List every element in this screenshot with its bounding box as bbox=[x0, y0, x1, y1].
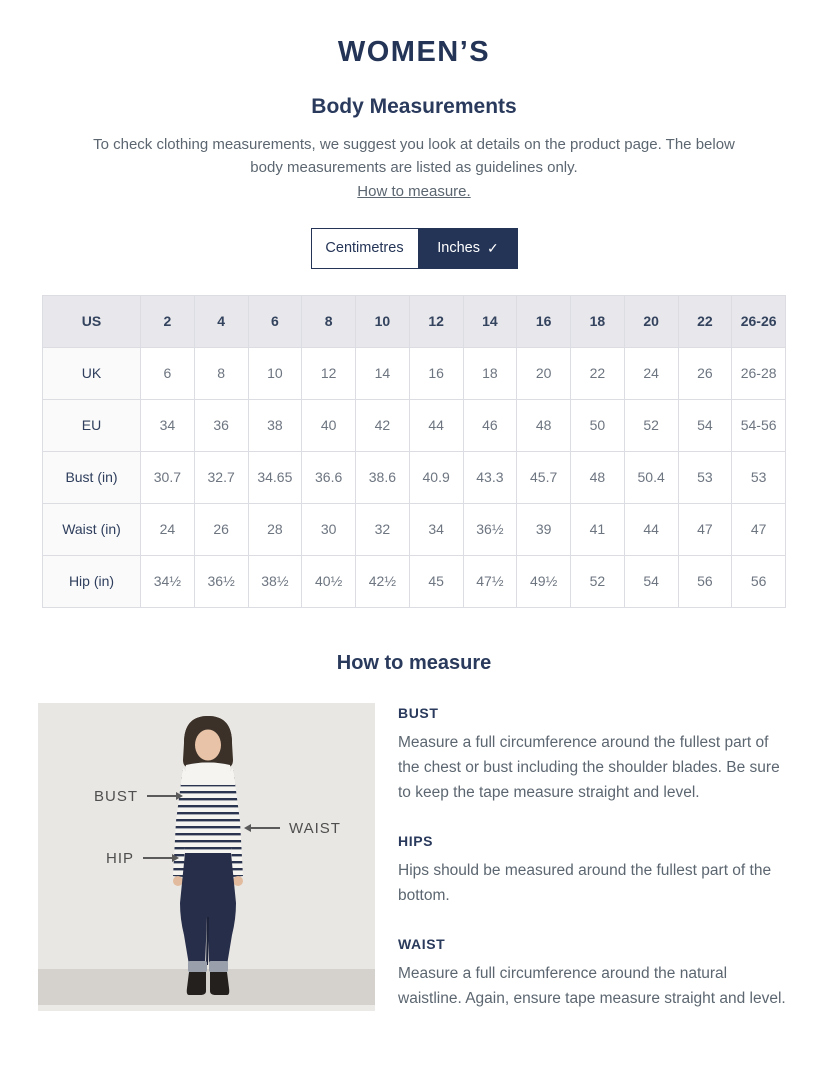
inches-button-label: Inches bbox=[437, 240, 480, 256]
size-cell: 56 bbox=[678, 555, 732, 607]
size-cell: 50.4 bbox=[624, 451, 678, 503]
size-cell: 54 bbox=[678, 399, 732, 451]
row-label: Hip (in) bbox=[43, 555, 141, 607]
size-cell: 28 bbox=[248, 503, 302, 555]
size-cell: 47½ bbox=[463, 555, 517, 607]
size-cell: 6 bbox=[248, 295, 302, 347]
size-cell: 56 bbox=[732, 555, 786, 607]
size-cell: 42 bbox=[356, 399, 410, 451]
size-cell: 20 bbox=[517, 347, 571, 399]
size-cell: 41 bbox=[571, 503, 625, 555]
size-cell: 38 bbox=[248, 399, 302, 451]
size-cell: 8 bbox=[194, 347, 248, 399]
size-cell: 40.9 bbox=[409, 451, 463, 503]
centimetres-button-label: Centimetres bbox=[325, 240, 404, 256]
table-row bbox=[43, 347, 786, 399]
row-label: Waist (in) bbox=[43, 503, 141, 555]
figure-waist-label-text: WAIST bbox=[289, 819, 341, 837]
size-cell: 36½ bbox=[463, 503, 517, 555]
size-cell: 52 bbox=[571, 555, 625, 607]
waist-section-text: Measure a full circumference around the natural waistline. Again, ensure tape measure straight and level. bbox=[398, 965, 786, 1008]
size-cell: 49½ bbox=[517, 555, 571, 607]
size-cell: 22 bbox=[571, 347, 625, 399]
figure-waist-label bbox=[250, 820, 341, 837]
size-cell: 8 bbox=[302, 295, 356, 347]
arrow-right-icon bbox=[143, 857, 173, 859]
size-cell: 53 bbox=[678, 451, 732, 503]
size-cell: 34 bbox=[141, 399, 195, 451]
size-cell: 26-26 bbox=[732, 295, 786, 347]
row-label: EU bbox=[43, 399, 141, 451]
size-cell: 39 bbox=[517, 503, 571, 555]
measurement-model-figure bbox=[38, 703, 375, 1011]
size-cell: 44 bbox=[624, 503, 678, 555]
size-cell: 40 bbox=[302, 399, 356, 451]
page-subtitle: Body Measurements bbox=[311, 95, 517, 118]
size-cell: 34.65 bbox=[248, 451, 302, 503]
figure-bust-label-text: BUST bbox=[94, 787, 139, 805]
size-cell: 14 bbox=[356, 347, 410, 399]
how-to-measure-link[interactable]: How to measure. bbox=[357, 182, 471, 200]
size-cell: 18 bbox=[571, 295, 625, 347]
size-cell: 30 bbox=[302, 503, 356, 555]
arrow-right-icon bbox=[147, 795, 177, 797]
size-cell: 26 bbox=[194, 503, 248, 555]
size-cell: 36.6 bbox=[302, 451, 356, 503]
size-cell: 10 bbox=[356, 295, 410, 347]
size-cell: 48 bbox=[571, 451, 625, 503]
hips-section-text: Hips should be measured around the fullest part of the bottom. bbox=[398, 861, 772, 904]
size-cell: 32 bbox=[356, 503, 410, 555]
bust-section bbox=[398, 705, 790, 805]
size-cell: 18 bbox=[463, 347, 517, 399]
size-cell: 45 bbox=[409, 555, 463, 607]
size-cell: 36 bbox=[194, 399, 248, 451]
row-label: US bbox=[43, 295, 141, 347]
size-cell: 30.7 bbox=[141, 451, 195, 503]
size-cell: 10 bbox=[248, 347, 302, 399]
waist-section-heading: WAIST bbox=[398, 936, 446, 953]
size-cell: 42½ bbox=[356, 555, 410, 607]
size-cell: 16 bbox=[409, 347, 463, 399]
size-cell: 47 bbox=[732, 503, 786, 555]
size-cell: 54 bbox=[624, 555, 678, 607]
figure-hip-label-text: HIP bbox=[106, 849, 135, 867]
size-cell: 22 bbox=[678, 295, 732, 347]
page-title: WOMEN’S bbox=[337, 36, 491, 68]
bust-section-heading: BUST bbox=[398, 704, 439, 721]
unit-toggle bbox=[0, 228, 828, 269]
size-cell: 43.3 bbox=[463, 451, 517, 503]
size-cell: 34 bbox=[409, 503, 463, 555]
table-row bbox=[43, 503, 786, 555]
size-cell: 24 bbox=[141, 503, 195, 555]
size-cell: 48 bbox=[517, 399, 571, 451]
size-cell: 36½ bbox=[194, 555, 248, 607]
size-table-body bbox=[43, 295, 786, 607]
size-cell: 24 bbox=[624, 347, 678, 399]
size-guide-page bbox=[0, 36, 828, 1011]
waist-section bbox=[398, 936, 790, 1011]
size-cell: 6 bbox=[141, 347, 195, 399]
size-cell: 54-56 bbox=[732, 399, 786, 451]
bust-section-text: Measure a full circumference around the fullest part of the chest or bust including the shoulder blades. Be sure to keep the tape measure straight and level. bbox=[398, 733, 780, 801]
hips-section bbox=[398, 833, 790, 908]
size-cell: 40½ bbox=[302, 555, 356, 607]
arrow-left-icon bbox=[250, 827, 280, 829]
row-label: Bust (in) bbox=[43, 451, 141, 503]
how-to-measure-heading: How to measure bbox=[336, 651, 492, 674]
size-cell: 12 bbox=[409, 295, 463, 347]
page-description: To check clothing measurements, we suggest you look at details on the product page. The below body measurements are listed as guidelines only. bbox=[93, 136, 735, 177]
size-cell: 53 bbox=[732, 451, 786, 503]
size-cell: 26 bbox=[678, 347, 732, 399]
size-cell: 38½ bbox=[248, 555, 302, 607]
row-label: UK bbox=[43, 347, 141, 399]
model-illustration bbox=[38, 703, 375, 1011]
size-cell: 50 bbox=[571, 399, 625, 451]
size-table bbox=[42, 295, 786, 608]
size-cell: 4 bbox=[194, 295, 248, 347]
table-row bbox=[43, 295, 786, 347]
inches-button[interactable] bbox=[419, 228, 518, 269]
size-cell: 38.6 bbox=[356, 451, 410, 503]
table-row bbox=[43, 555, 786, 607]
measure-instructions bbox=[398, 703, 790, 1012]
size-cell: 26-28 bbox=[732, 347, 786, 399]
hips-section-heading: HIPS bbox=[398, 832, 434, 849]
size-cell: 34½ bbox=[141, 555, 195, 607]
table-row bbox=[43, 399, 786, 451]
centimetres-button[interactable] bbox=[311, 228, 419, 269]
size-cell: 20 bbox=[624, 295, 678, 347]
size-cell: 14 bbox=[463, 295, 517, 347]
figure-bust-label bbox=[94, 788, 177, 805]
figure-hip-label bbox=[106, 850, 173, 867]
size-cell: 2 bbox=[141, 295, 195, 347]
size-cell: 16 bbox=[517, 295, 571, 347]
size-cell: 52 bbox=[624, 399, 678, 451]
size-cell: 47 bbox=[678, 503, 732, 555]
size-table-container bbox=[42, 295, 786, 608]
size-cell: 12 bbox=[302, 347, 356, 399]
size-cell: 45.7 bbox=[517, 451, 571, 503]
check-icon: ✓ bbox=[487, 240, 499, 256]
size-cell: 32.7 bbox=[194, 451, 248, 503]
size-cell: 46 bbox=[463, 399, 517, 451]
table-row bbox=[43, 451, 786, 503]
size-cell: 44 bbox=[409, 399, 463, 451]
